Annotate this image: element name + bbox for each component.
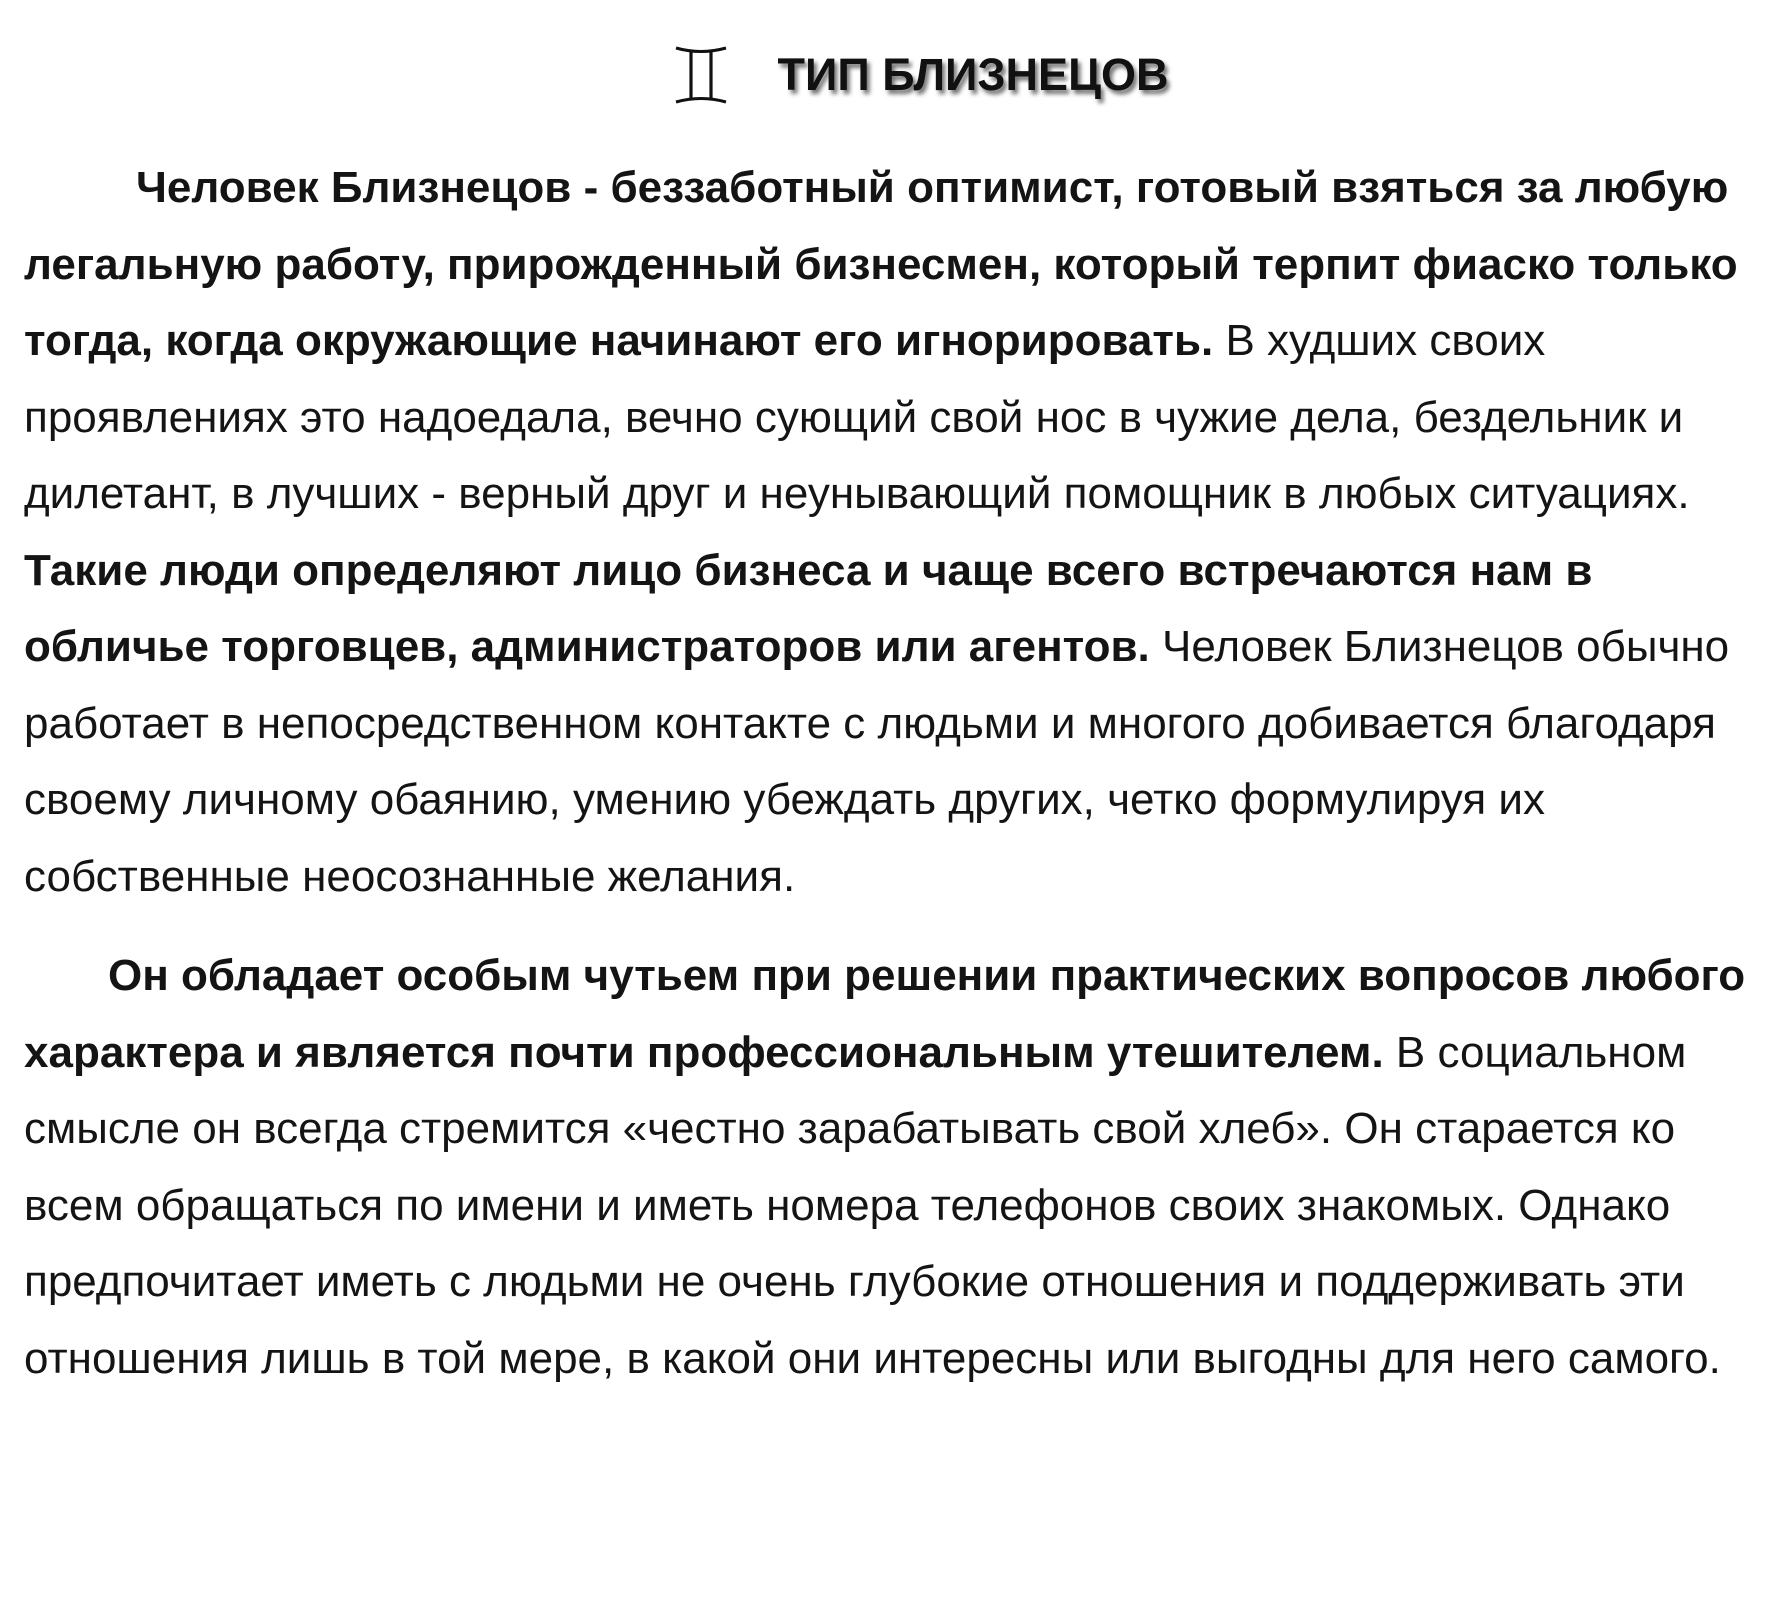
document-page	[24, 0, 1776, 1397]
paragraph-1	[24, 150, 1776, 915]
paragraph-2-text-1: В социальном смысле он всегда стремится «честно зарабатывать свой хлеб». Он старается ко всем обращаться по имени и иметь номера телефонов своих знакомых. Однако предпочитает иметь с людьми не очень глубокие отношения и поддерживать эти отношения лишь в той мере, в какой они интересны или выгодны для него самого.	[24, 1027, 1721, 1383]
gemini-symbol-icon	[672, 42, 730, 108]
paragraph-2-bold-1: Он обладает особым чутьем при решении практических вопросов любого характера и является почти профессиональным утешителем.	[24, 951, 1746, 1077]
paragraph-1-bold-2: Такие люди определяют лицо бизнеса и чаще всего встречаются нам в обличье торговцев, администраторов или агентов.	[24, 545, 1593, 671]
paragraph-1-bold-1: Человек Близнецов - беззаботный оптимист, готовый взяться за любую легальную работу, прирожденный бизнесмен, который терпит фиаско только тогда, когда окружающие начинают его игнорировать.	[24, 163, 1738, 365]
title-row	[24, 0, 1776, 150]
paragraph-1-text-1: В худших своих проявлениях это надоедала, вечно сующий свой нос в чужие дела, бездельник и дилетант, в лучших - верный друг и неунывающий помощник в любых ситуациях.	[24, 316, 1690, 518]
paragraph-2	[24, 938, 1776, 1397]
page-title: ТИП БЛИЗНЕЦОВ	[777, 49, 1169, 100]
paragraph-1-text-2: Человек Близнецов обычно работает в непосредственном контакте с людьми и многого добивается благодаря своему личному обаянию, умению убеждать других, четко формулируя их собственные неосознанные желания.	[24, 622, 1730, 901]
